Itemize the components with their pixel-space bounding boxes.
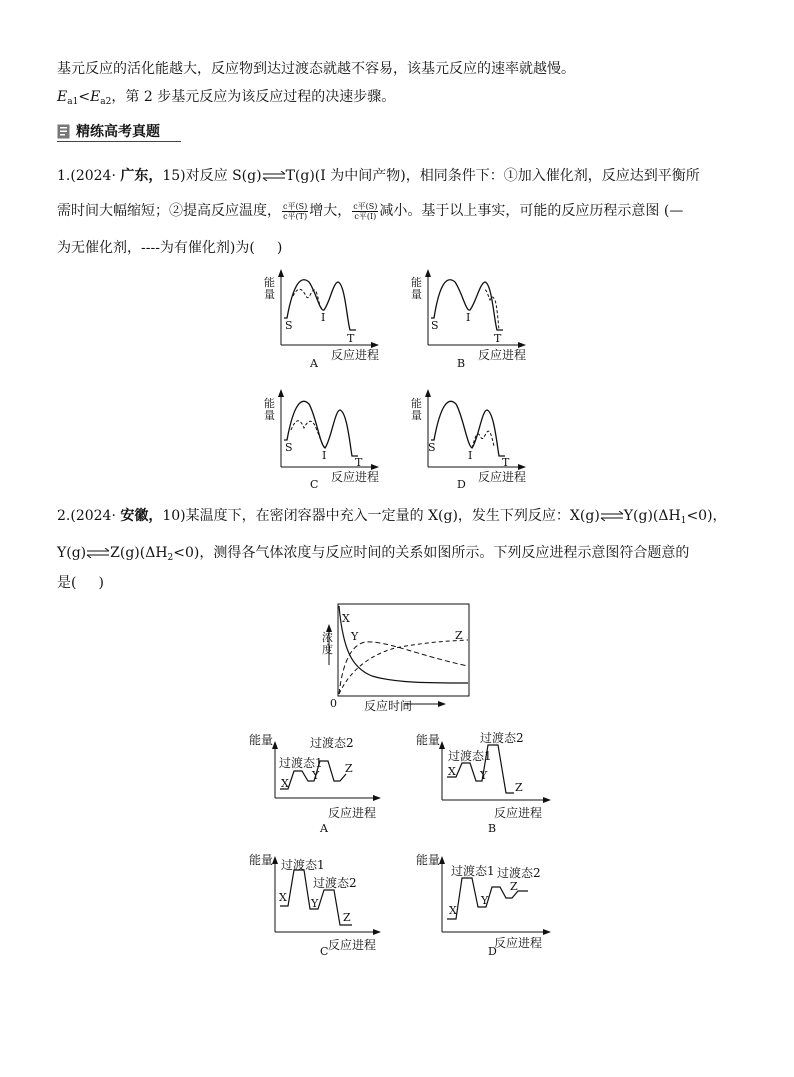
q2-source: 安徽， [120, 508, 163, 524]
q1-number: 1.(2024· [57, 168, 116, 184]
q1-option-d: D [457, 478, 466, 491]
q1-b-xlabel: 反应进程 [478, 348, 527, 362]
q1-d-s: S [428, 441, 436, 454]
fraction-2-numerator: c平(S) [353, 201, 378, 211]
conc-label-y: Y [351, 630, 359, 643]
q2-a-x: X [281, 777, 289, 790]
q2-b-y: Y [480, 769, 488, 782]
q1-b-i: I [466, 311, 471, 324]
q1-a-i: I [321, 311, 326, 324]
q2-reaction-1-sub: 1 [680, 516, 687, 526]
q2-d-z: Z [510, 880, 518, 893]
concentration-chart [329, 604, 469, 704]
q1-a-s: S [285, 319, 293, 332]
q2-option-d: D [488, 945, 497, 958]
q1-d-ylabel: 能量 [411, 397, 422, 422]
q1-c-i: I [322, 449, 327, 462]
q2-option-c: C [320, 945, 329, 958]
fraction-1-denominator: c平(T) [283, 211, 308, 221]
intro-line-2-text: ，第 2 步基元反应为该反应过程的决速步骤。 [111, 89, 396, 105]
q1-a-ylabel: 能量 [264, 276, 275, 301]
q2-b-ylabel: 能量 [416, 733, 441, 747]
q1-option-a: A [310, 357, 318, 370]
q1-line-1-rest: T(g)(I 为中间产物)，相同条件下：①加入催化剂，反应达到平衡所 [285, 168, 700, 184]
energy-subscript-1: a1 [67, 97, 79, 107]
q1-line-3-text: 为无催化剂，----为有催化剂)为( [57, 240, 255, 256]
q2-c-ylabel: 能量 [249, 853, 274, 867]
q2-option-a: A [320, 822, 328, 835]
q1-mid: 增大， [309, 203, 352, 219]
q1-a-xlabel: 反应进程 [331, 348, 380, 362]
q2-line-3-text: 是( [57, 575, 77, 591]
q1-option-c: C [310, 478, 319, 491]
q1-option-b: B [457, 357, 466, 370]
q2-option-b: B [488, 822, 497, 835]
q2-c-ts2: 过渡态2 [313, 876, 357, 890]
conc-ylabel: 浓度 [322, 631, 333, 656]
energy-subscript-2: a2 [100, 97, 112, 107]
energy-symbol-2: E [90, 89, 101, 105]
q1-b-ylabel: 能量 [411, 276, 422, 301]
conc-label-x: X [342, 612, 350, 625]
q1-d-t: T [502, 456, 510, 469]
q2-c-ts1: 过渡态1 [281, 858, 325, 872]
q2-reaction-2-end: <0)，测得各气体浓度与反应时间的关系如图所示。下列反应进程示意图符合题意的 [173, 545, 690, 561]
q1-source-rest: 15)对反应 S(g) [162, 168, 262, 184]
q2-reaction-2: Z(g)(ΔH [110, 545, 168, 561]
conc-origin: 0 [330, 697, 337, 710]
q1-b-s: S [431, 319, 439, 332]
q2-d-ts2: 过渡态2 [497, 866, 541, 880]
q2-d-ylabel: 能量 [416, 853, 441, 867]
conc-label-z: Z [455, 629, 463, 642]
q2-c-x: X [279, 891, 287, 904]
q2-b-ts1: 过渡态1 [448, 749, 492, 763]
q2-source-rest: 10)某温度下，在密闭容器中充入一定量的 X(g)，发生下列反应：X(g) [162, 508, 600, 524]
q1-c-s: S [285, 441, 293, 454]
q2-d-y: Y [481, 894, 489, 907]
q2-line-2-start: Y(g) [57, 545, 87, 561]
q2-a-z: Z [345, 762, 353, 775]
q1-c-xlabel: 反应进程 [331, 470, 380, 484]
fraction-1-numerator: c平(S) [283, 201, 308, 211]
q1-b-t: T [494, 332, 502, 345]
section-title: 精练高考真题 [76, 124, 160, 140]
q1-c-ylabel: 能量 [264, 397, 275, 422]
fraction-2-denominator: c平(I) [354, 211, 377, 221]
q1-answer-close: ) [276, 240, 283, 256]
q2-reaction-2-sub: 2 [167, 553, 174, 563]
q2-reaction-1-end: <0)， [686, 508, 727, 524]
q2-reaction-1: Y(g)(ΔH [623, 508, 681, 524]
q2-a-ts2: 过渡态2 [310, 736, 354, 750]
q1-line-2-end: 减小。基于以上事实，可能的反应历程示意图 (— [379, 203, 684, 219]
q2-d-xlabel: 反应进程 [494, 936, 543, 950]
q2-c-z: Z [343, 911, 351, 924]
intro-line-1: 基元反应的活化能越大，反应物到达过渡态就越不容易，该基元反应的速率就越慢。 [57, 61, 575, 77]
q2-a-y: Y [312, 769, 320, 782]
q2-d-x: X [449, 904, 457, 917]
q2-number: 2.(2024· [57, 508, 116, 524]
conc-xlabel: 反应时间 [364, 699, 413, 713]
energy-symbol: E [57, 89, 68, 105]
q2-a-xlabel: 反应进程 [328, 806, 377, 820]
q1-d-i: I [468, 449, 473, 462]
q2-b-z: Z [515, 781, 523, 794]
q2-b-ts2: 过渡态2 [480, 731, 524, 745]
q1-c-t: T [355, 456, 363, 469]
q2-b-xlabel: 反应进程 [494, 806, 543, 820]
q1-d-xlabel: 反应进程 [478, 470, 527, 484]
q1-source: 广东， [120, 168, 163, 184]
q1-a-t: T [347, 332, 355, 345]
q2-b-x: X [448, 765, 456, 778]
q2-c-y: Y [311, 897, 319, 910]
q2-a-ylabel: 能量 [249, 733, 274, 747]
q1-line-2-start: 需时间大幅缩短；②提高反应温度， [57, 203, 281, 219]
q2-c-xlabel: 反应进程 [328, 938, 377, 952]
q2-a-ts1: 过渡态1 [279, 756, 323, 770]
less-than: < [78, 89, 91, 105]
q2-d-ts1: 过渡态1 [451, 864, 495, 878]
q2-answer-close: ) [98, 575, 104, 591]
